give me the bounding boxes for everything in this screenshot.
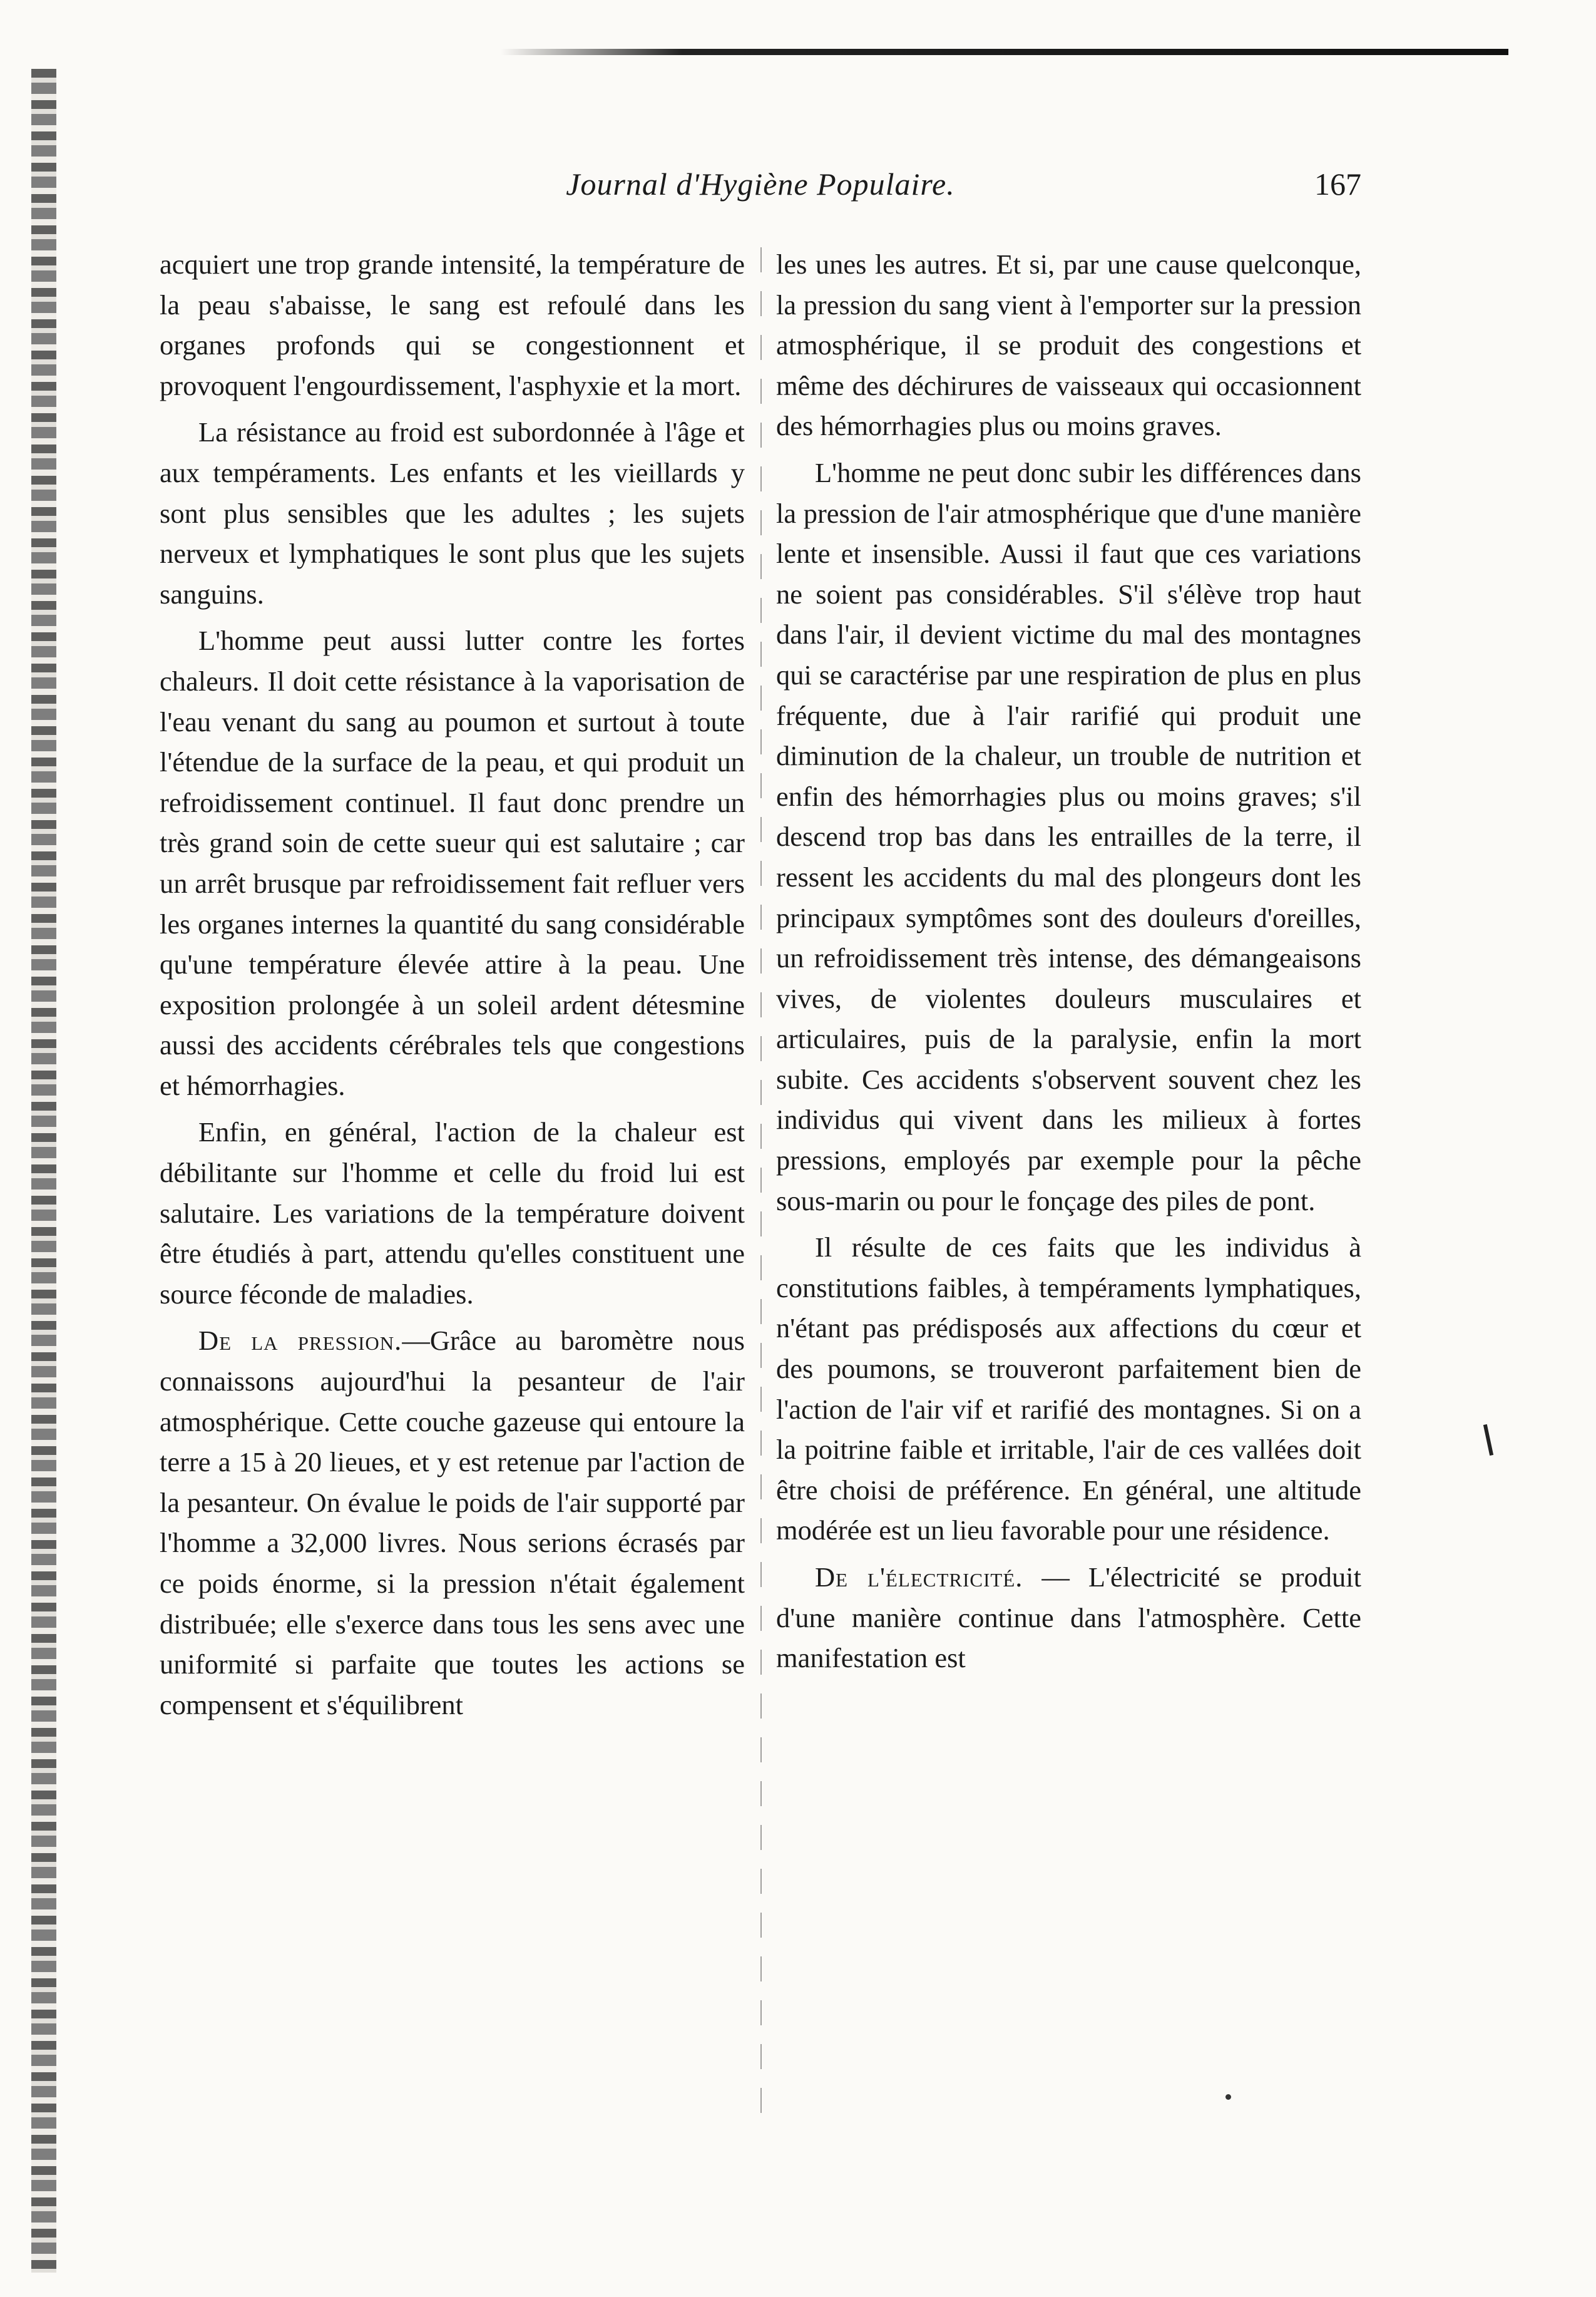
top-rule: [501, 49, 1508, 55]
section-heading-electricite: De l'électricité.: [815, 1561, 1023, 1593]
margin-mark: [1483, 1424, 1493, 1456]
paragraph-froid-continuation: acquiert une trop grande intensité, la température de la peau s'abaisse, le sang est refoulé dans les organes profonds qui se congestionnent et provoquent l'engourdissement, l'asphyxie et la mort.: [160, 249, 745, 401]
running-title: Journal d'Hygiène Populaire.: [566, 167, 955, 202]
paragraph-pression-continuation: les unes les autres. Et si, par une cause quelconque, la pression du sang vient à l'emporter sur la pression atmosphérique, il se produit des congestions et même des déchirures de vaisseaux qui occasionnent des hémorrhagies plus ou moins graves.: [776, 249, 1361, 442]
ink-dot: [1225, 2094, 1231, 2100]
page-header: [160, 166, 1361, 216]
paragraph-constitutions: Il résulte de ces faits que les individus à constitutions faibles, à tempéraments lymphatiques, n'étant pas prédisposés aux affections du cœur et des poumons, se trouveront parfaitement bien de l'action de l'air vif et rarifié des montagnes. Si on a la poitrine faible et irritable, l'air de ces vallées doit être choisi de préférence. En général, une altitude modérée est un lieu favorable pour une résidence.: [776, 1231, 1361, 1546]
binding-edge: [31, 69, 56, 2273]
section-electricite: [776, 1557, 1361, 1678]
right-column: [776, 244, 1361, 1685]
section-text-electricite: — L'électricité se produit d'une manière continue dans l'atmosphère. Cette manifestation est: [776, 1561, 1361, 1674]
section-heading-pression: De la pression.: [198, 1325, 402, 1357]
paragraph-differences-pression: L'homme ne peut donc subir les différences dans la pression de l'air atmosphérique que d'une manière lente et insensible. Aussi il faut que ces variations ne soient pas considérables. S'il s'élève trop haut dans l'air, il devient victime du mal des montagnes qui se caractérise par une respiration de plus en plus fréquente, due à l'air rarifié qui produit une diminution de la chaleur, un trouble de nutrition et enfin des hémorrhagies plus ou moins graves; s'il descend trop bas dans les entrailles de la terre, il ressent les accidents du mal des plongeurs dont les principaux symptômes sont des douleurs d'oreilles, un refroidissement très intense, des démangeaisons vives, de violentes douleurs musculaires et articulaires, puis de la paralysie, enfin la mort subite. Ces accidents s'observent souvent chez les individus qui vivent dans les milieux à fortes pressions, employés par exemple pour la pêche sous-marin ou pour le fonçage des piles de pont.: [776, 456, 1361, 1216]
section-pression: [160, 1320, 745, 1725]
section-text-pression: —Grâce au baromètre nous connaissons aujourd'hui la pesanteur de l'air atmosphérique. Cette couche gazeuse qui entoure la terre a 15 à 20 lieues, et y est retenue par l'action de la pesanteur. On évalue le poids de l'air supporté par l'homme a 32,000 livres. Nous serions écrasés par ce poids énorme, si la pression n'était également distribuée; elle s'exerce dans tous les sens avec une uniformité si parfaite que toutes les actions se compensent et s'équilibrent: [160, 1325, 745, 1720]
left-column: [160, 244, 745, 1731]
paragraph-resistance-froid: La résistance au froid est subordonnée à l'âge et aux tempéraments. Les enfants et les vieillards y sont plus sensibles que les adultes ; les sujets nerveux et lymphatiques le sont plus que les sujets sanguins.: [160, 416, 745, 610]
paragraph-fortes-chaleurs: L'homme peut aussi lutter contre les fortes chaleurs. Il doit cette résistance à la vaporisation de l'eau venant du sang au poumon et surtout à toute l'étendue de la surface de la peau, et qui produit un refroidissement continuel. Il faut donc prendre un très grand soin de cette sueur qui est salutaire ; car un arrêt brusque par refroidissement fait refluer vers les organes internes la quantité du sang considérable qu'une température élevée attire à la peau. Une exposition prolongée à un soleil ardent détesmine aussi des accidents cérébrales tels que congestions et hémorrhagies.: [160, 625, 745, 1101]
column-divider: [760, 247, 762, 2125]
paragraph-action-chaleur: Enfin, en général, l'action de la chaleur est débilitante sur l'homme et celle du froid lui est salutaire. Les variations de la température doivent être étudiés à part, attendu qu'elles constituent une source féconde de maladies.: [160, 1116, 745, 1310]
page-number: 167: [1314, 167, 1361, 202]
